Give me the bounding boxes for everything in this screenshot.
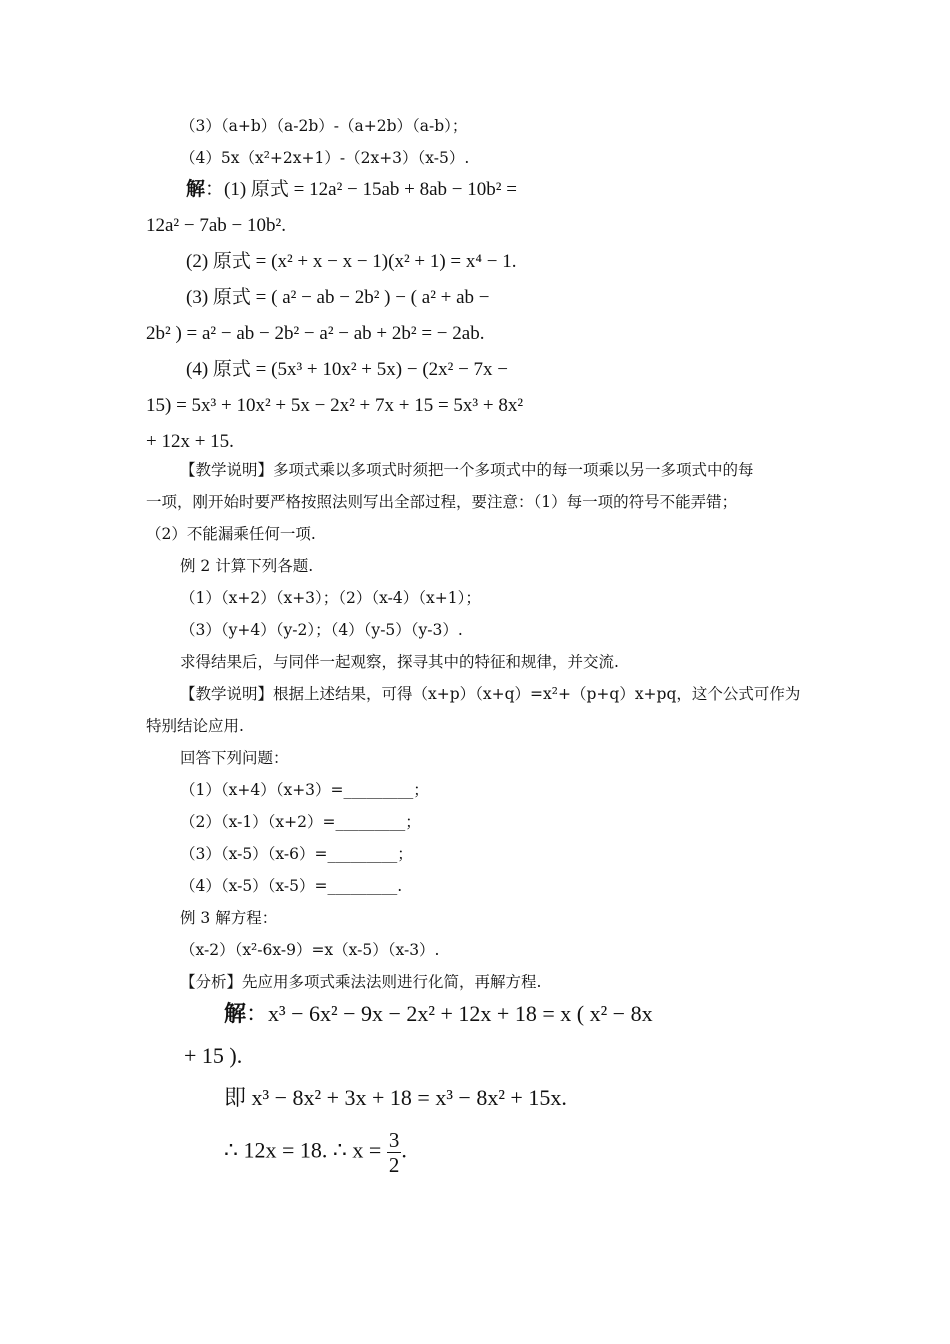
example-3-equation: （x-2）（x²-6x-9）=x（x-5）（x-3）. [180,941,440,959]
exercise-4-line: （4）5x（x²+2x+1）-（2x+3）（x-5）. [180,149,470,167]
final-equation-text: ∴ 12x = 18. ∴ x = [224,1137,382,1163]
example-3-title: 例 3 解方程： [180,909,278,927]
example-2-instruction: 求得结果后，与同伴一起观察，探寻其中的特征和规律，并交流. [180,653,619,671]
teaching-note-1-line2: 一项，刚开始时要严格按照法则写出全部过程，要注意：（1）每一项的符号不能弄错； [146,493,738,511]
solution-label: 解 [186,179,206,200]
solution-2-line: (2) 原式 = (x² + x − x − 1)(x² + 1) = x⁴ − 1. [186,251,517,272]
question-3: （3）（x-5）（x-6）=_________； [180,845,413,863]
solution-label: 解 [224,1001,247,1026]
solution-3-result: 2b² ) = a² − ab − 2b² − a² − ab + 2b² = − 2ab. [146,323,485,344]
solution-4-result: + 12x + 15. [146,431,234,452]
example-2-items-2: （3）（y+4）（y-2）；（4）（y-5）（y-3）. [180,621,463,639]
questions-heading: 回答下列问题： [180,749,289,767]
fraction-three-halves [387,1128,402,1177]
solution-eq-line3: 即 x³ − 8x² + 3x + 18 = x³ − 8x² + 15x. [224,1085,567,1110]
analysis-line: 【分析】先应用多项式乘法法则进行化简，再解方程. [180,973,542,991]
solution-1-line [186,178,517,202]
solution-eq-text: ：x³ − 6x² − 9x − 2x² + 12x + 18 = x ( x² − 8x [246,1001,653,1026]
solution-eq-line2: + 15 ). [184,1043,243,1068]
teaching-note-1-line1: 【教学说明】多项式乘以多项式时须把一个多项式中的每一项乘以另一多项式中的每 [180,461,754,479]
solution-3-line: (3) 原式 = ( a² − ab − 2b² ) − ( a² + ab − [186,287,490,308]
solution-4-cont: 15) = 5x³ + 10x² + 5x − 2x² + 7x + 15 = 5x³ + 8x² [146,395,524,416]
teaching-note-2-line1: 【教学说明】根据上述结果，可得（x+p）（x+q）=x²+（p+q）x+pq，这个公式可作为 [180,685,801,703]
solution-eq-line1 [224,1000,653,1028]
teaching-note-2-line2: 特别结论应用. [146,717,244,735]
exercise-3-line: （3）（a+b）（a-2b）-（a+2b）（a-b）； [180,117,468,135]
solution-1-text: ：(1) 原式 = 12a² − 15ab + 8ab − 10b² = [205,179,517,200]
solution-1-result: 12a² − 7ab − 10b². [146,215,286,236]
example-2-title: 例 2 计算下列各题. [180,557,314,575]
solution-eq-final [224,1128,407,1177]
teaching-note-1-line3: （2）不能漏乘任何一项. [146,525,316,543]
question-2: （2）（x-1）（x+2）=_________； [180,813,421,831]
final-period: . [401,1137,407,1163]
question-4: （4）（x-5）（x-5）=_________. [180,877,403,895]
solution-4-line: (4) 原式 = (5x³ + 10x² + 5x) − (2x² − 7x − [186,359,509,380]
example-2-items-1: （1）（x+2）（x+3）；（2）（x-4）（x+1）； [180,589,481,607]
fraction-numerator: 3 [388,1128,400,1152]
fraction-denominator: 2 [388,1153,400,1177]
question-1: （1）（x+4）（x+3）=_________； [180,781,429,799]
